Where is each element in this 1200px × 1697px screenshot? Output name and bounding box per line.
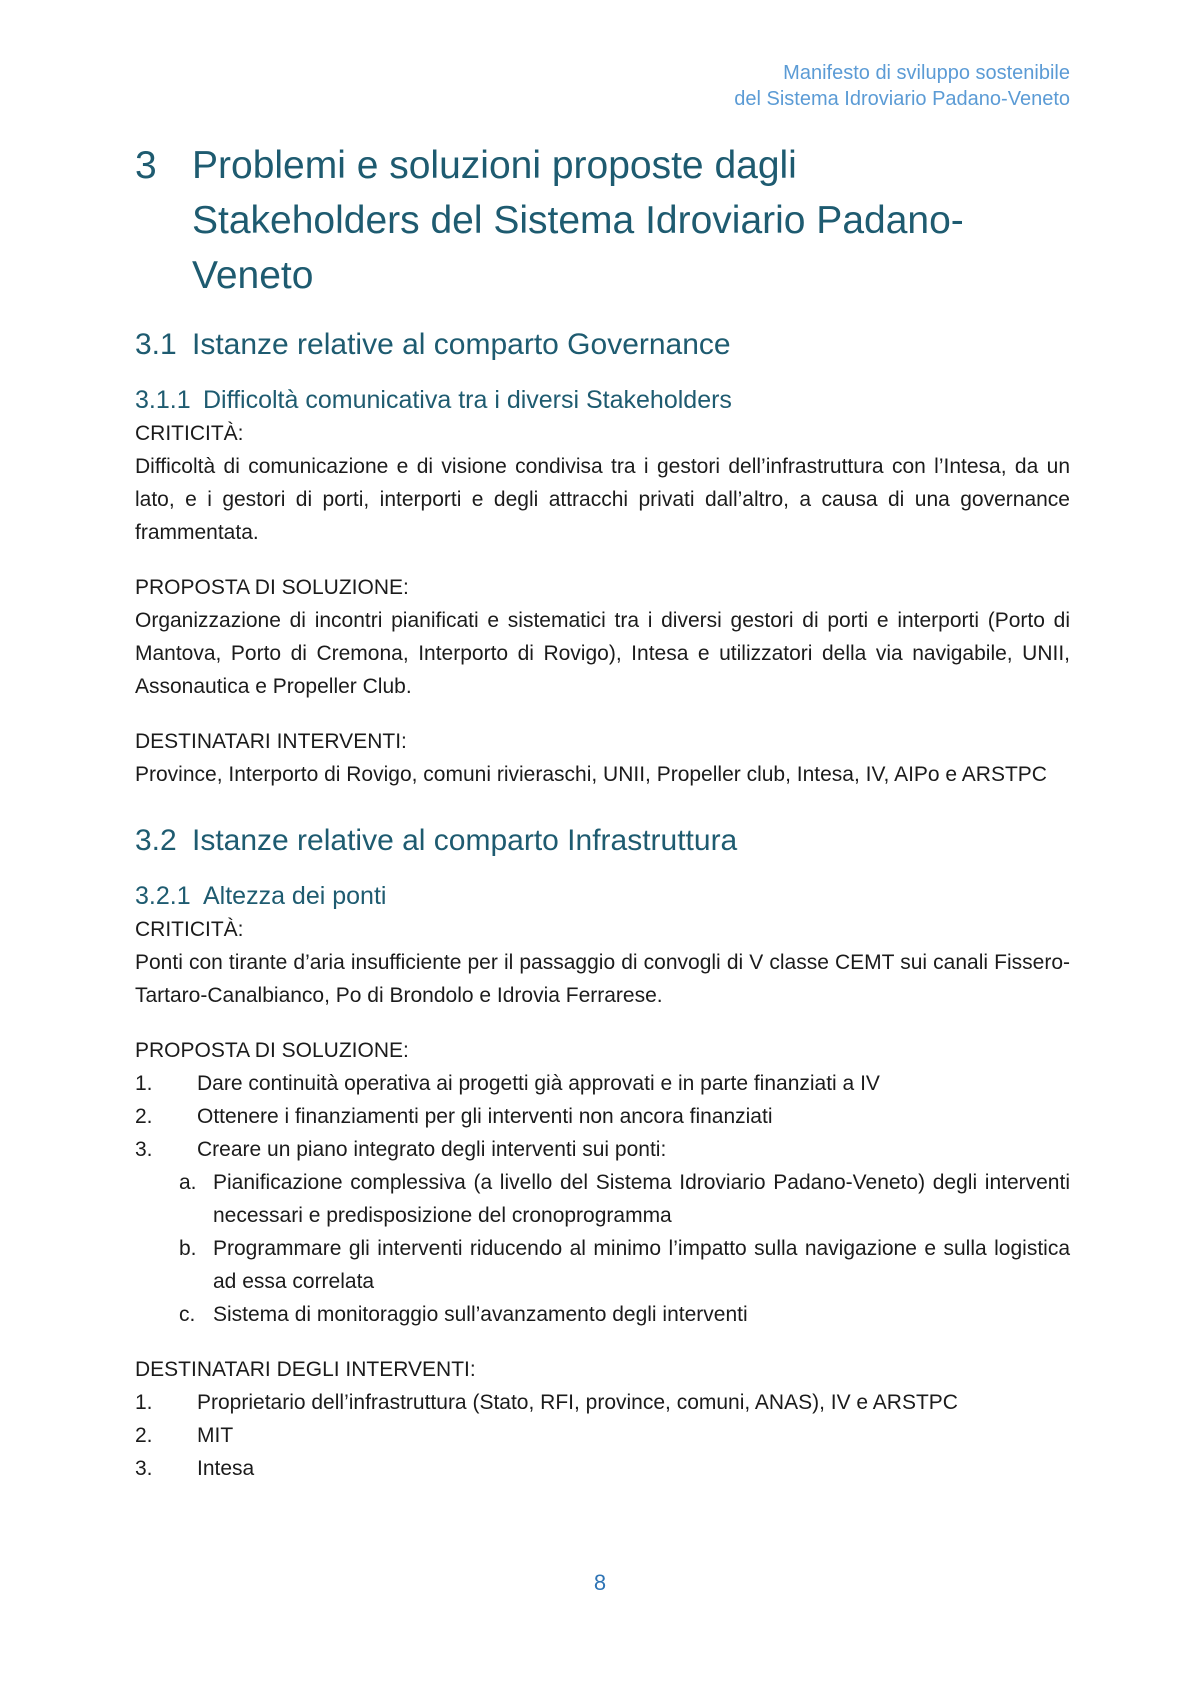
page-number: 8 [593, 1570, 607, 1595]
subsection-number: 3.1.1 [135, 386, 191, 414]
destinatari-paragraph: Province, Interporto di Rovigo, comuni rivieraschi, UNII, Propeller club, Intesa, IV, AIPo e ARSTPC [135, 763, 1047, 786]
sublist-item-marker: c. [179, 1303, 196, 1326]
list-item-text: MIT [197, 1424, 234, 1447]
chapter-number: 3 [135, 144, 157, 187]
list-item-text: Dare continuità operativa ai progetti già approvati e in parte finanziati a IV [197, 1072, 880, 1095]
running-header-line2: del Sistema Idroviario Padano-Veneto [734, 88, 1070, 110]
list-item-marker: 1. [135, 1391, 153, 1414]
chapter-title-line: Stakeholders del Sistema Idroviario Padano- [192, 199, 964, 242]
criticita-block [135, 913, 1070, 1012]
proposta-block [135, 571, 1070, 703]
sublist-item-text: Sistema di monitoraggio sull’avanzamento degli interventi [213, 1303, 748, 1326]
proposta-paragraph: Organizzazione di incontri pianificati e sistematici tra i diversi gestori di porti e interporti (Porto di Mantova, Porto di Cremona, Interporto di Rovigo), Intesa e utilizzatori della via navigabile, UNII, Assonautica e Propeller Club. [135, 609, 1070, 698]
list-item-marker: 1. [135, 1072, 153, 1095]
proposta-label: PROPOSTA DI SOLUZIONE: [135, 576, 409, 599]
subsection-title: Difficoltà comunicativa tra i diversi Stakeholders [203, 386, 732, 414]
section-title: Istanze relative al comparto Infrastruttura [192, 824, 738, 857]
sublist-item-marker: b. [179, 1237, 197, 1260]
sublist-item-text: Pianificazione complessiva (a livello del Sistema Idroviario Padano-Veneto) degli interventi necessari e predisposizione del cronoprogramma [213, 1171, 1070, 1227]
list-item-marker: 3. [135, 1457, 153, 1480]
list-item [135, 1133, 1070, 1166]
subsection-heading-ponti [135, 879, 1070, 913]
sublist-item [179, 1298, 1070, 1331]
subsection-title: Altezza dei ponti [203, 882, 387, 910]
list-item-text: Proprietario dell’infrastruttura (Stato, RFI, province, comuni, ANAS), IV e ARSTPC [197, 1391, 958, 1414]
list-item-text: Intesa [197, 1457, 255, 1480]
list-item [135, 1067, 1070, 1100]
list-item-text: Ottenere i finanziamenti per gli interventi non ancora finanziati [197, 1105, 773, 1128]
chapter-title-line: Problemi e soluzioni proposte dagli [192, 144, 797, 187]
section-heading-infrastruttura [135, 821, 1070, 861]
list-item [135, 1452, 1070, 1485]
section-title: Istanze relative al comparto Governance [192, 328, 731, 361]
sublist-item [179, 1166, 1070, 1232]
subsection-heading-stakeholders [135, 383, 1070, 417]
list-item-text: Creare un piano integrato degli interventi sui ponti: [197, 1138, 667, 1161]
proposta-label: PROPOSTA DI SOLUZIONE: [135, 1039, 409, 1062]
destinatari-label: DESTINATARI DEGLI INTERVENTI: [135, 1358, 476, 1381]
list-item [135, 1100, 1070, 1133]
list-item-marker: 2. [135, 1105, 153, 1128]
running-header-line1: Manifesto di sviluppo sostenibile [783, 62, 1070, 84]
section-number: 3.2 [135, 824, 177, 857]
section-number: 3.1 [135, 328, 177, 361]
criticita-paragraph: Difficoltà di comunicazione e di visione condivisa tra i gestori dell’infrastruttura con l’Intesa, da un lato, e i gestori di porti, interporti e degli attracchi privati dall’altro, a causa di una governance frammentata. [135, 455, 1070, 544]
criticita-label: CRITICITÀ: [135, 918, 244, 941]
destinatari-block [135, 725, 1070, 791]
chapter-heading [135, 138, 1070, 303]
criticita-label: CRITICITÀ: [135, 422, 244, 445]
criticita-paragraph: Ponti con tirante d’aria insufficiente per il passaggio di convogli di V classe CEMT sui canali Fissero-Tartaro-Canalbianco, Po di Brondolo e Idrovia Ferrarese. [135, 951, 1070, 1007]
running-header [135, 60, 1070, 112]
subsection-number: 3.2.1 [135, 882, 191, 910]
destinatari-label: DESTINATARI INTERVENTI: [135, 730, 407, 753]
sublist-item-marker: a. [179, 1171, 197, 1194]
criticita-block [135, 417, 1070, 549]
proposta-list-block [135, 1034, 1070, 1331]
chapter-title-line: Veneto [192, 254, 314, 297]
list-item [135, 1419, 1070, 1452]
sublist-item [179, 1232, 1070, 1298]
list-item-marker: 3. [135, 1138, 153, 1161]
sublist-item-text: Programmare gli interventi riducendo al minimo l’impatto sulla navigazione e sulla logistica ad essa correlata [213, 1237, 1070, 1293]
list-item-marker: 2. [135, 1424, 153, 1447]
list-item [135, 1386, 1070, 1419]
destinatari-list-block [135, 1353, 1070, 1485]
section-heading-governance [135, 325, 1070, 365]
